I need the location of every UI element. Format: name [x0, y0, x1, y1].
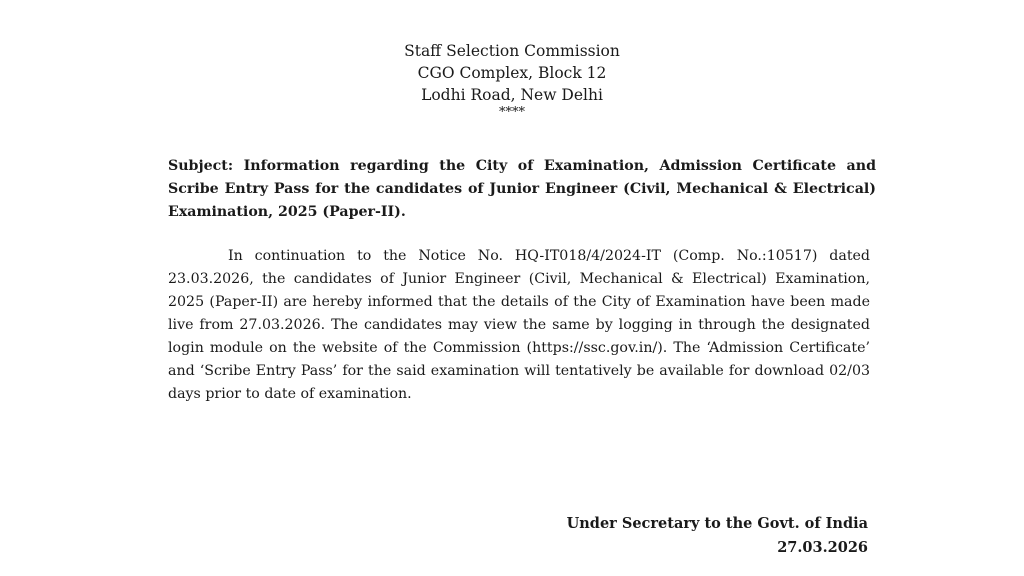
- body-paragraph: In continuation to the Notice No. HQ-IT018/4/2024-IT (Comp. No.:10517) dated 23.03.2026, the candidates of Junior Engineer (Civil, Mechanical & Electrical) Examination, 2025 (Paper-II) are hereby informed that the details of the City of Examination have been made live from 27.03.2026. The candidates may view the same by logging in through the designated login module on the website of the Commission (https://ssc.gov.in/). The ‘Admission Certificate’ and ‘Scribe Entry Pass’ for the said examination will tentatively be available for download 02/03 days prior to date of examination.: [168, 248, 870, 402]
- letterhead: [0, 40, 1024, 120]
- signature-block: [567, 512, 868, 560]
- address-line-1: CGO Complex, Block 12: [417, 64, 607, 82]
- signatory-designation: Under Secretary to the Govt. of India: [566, 515, 868, 532]
- organization-name: Staff Selection Commission: [404, 42, 620, 60]
- address-line-2: Lodhi Road, New Delhi: [421, 86, 603, 104]
- notice-date: 27.03.2026: [777, 539, 868, 556]
- separator: ****: [499, 105, 525, 120]
- subject-line: Subject: Information regarding the City of Examination, Admission Certificate and Scribe Entry Pass for the candidates of Junior Engineer (Civil, Mechanical & Electrical) Examination, 2025 (Paper-II).: [168, 158, 876, 220]
